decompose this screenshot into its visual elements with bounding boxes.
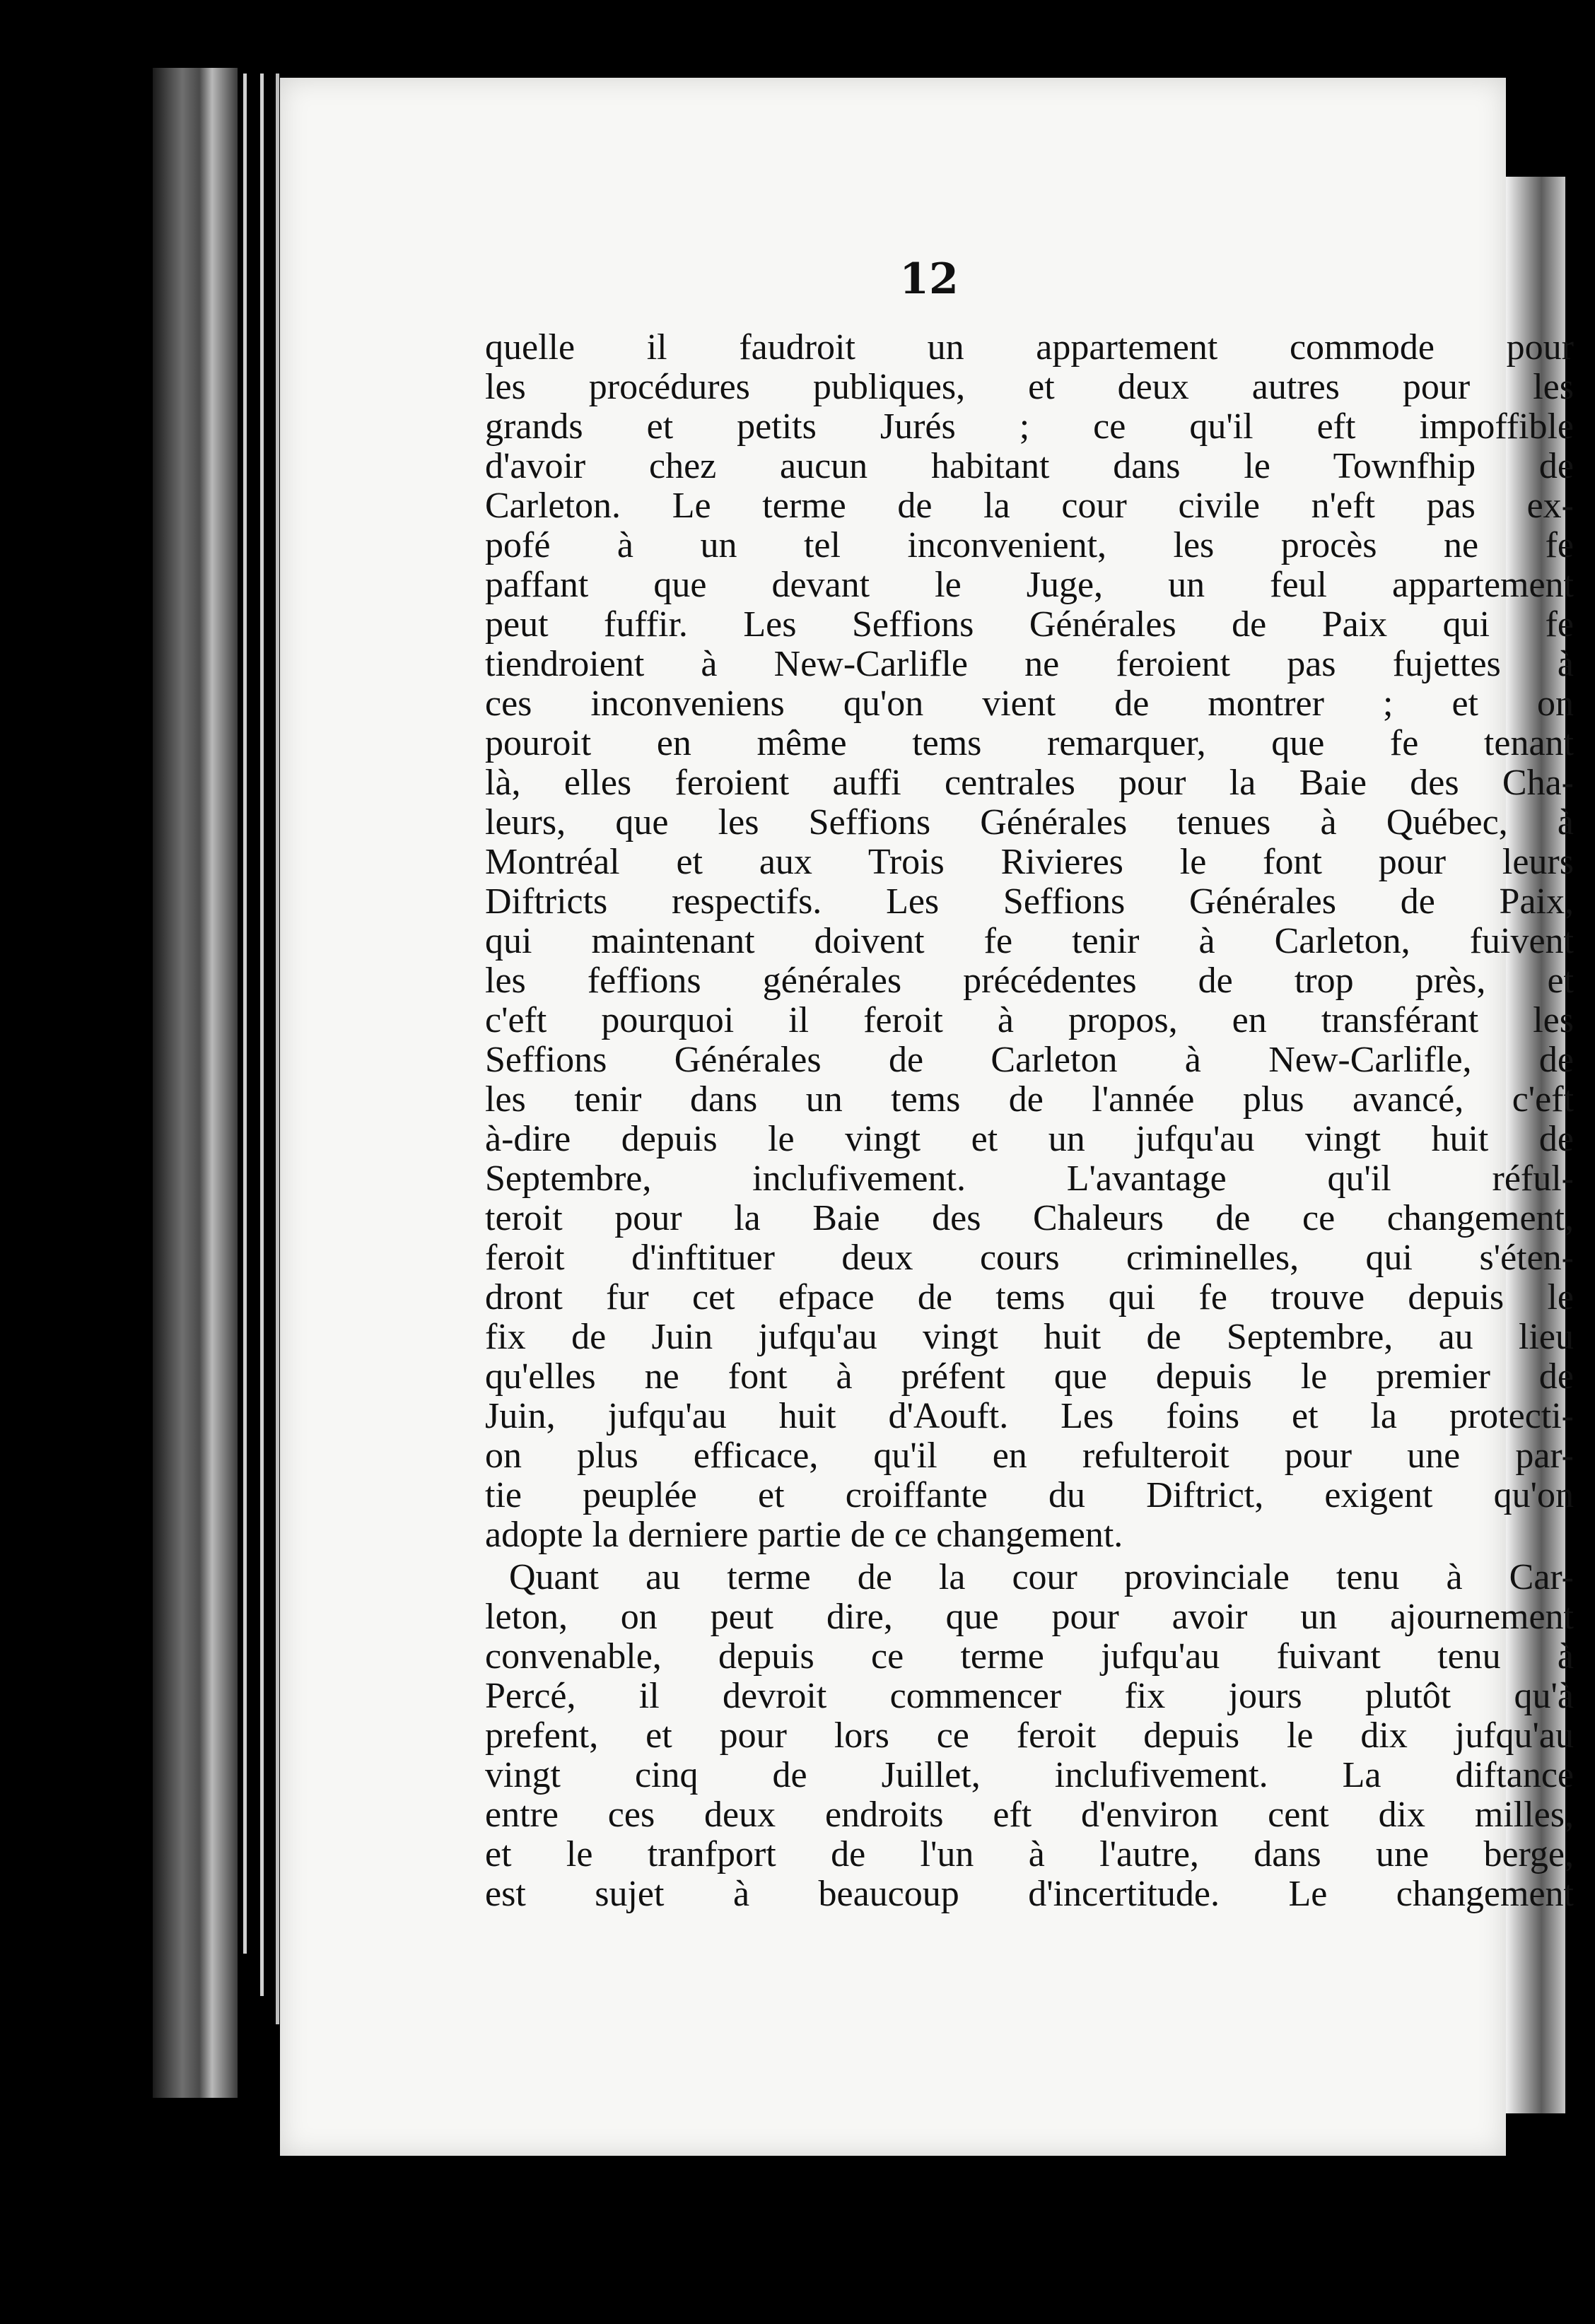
text-line: leurs, que les Seffions Générales tenues à Québec, à	[485, 802, 1574, 843]
paragraph-1	[485, 328, 1574, 1555]
text-line: on plus efficace, qu'il en refulteroit pour une par-	[485, 1436, 1574, 1476]
book-page	[280, 78, 1574, 2156]
text-line: là, elles feroient auffi centrales pour la Baie des Cha-	[485, 763, 1574, 803]
text-line: les tenir dans un tems de l'année plus avancé, c'eft	[485, 1079, 1574, 1120]
text-line: leton, on peut dire, que pour avoir un ajournement	[485, 1597, 1574, 1637]
text-line: les feffions générales précédentes de trop près, et	[485, 961, 1574, 1001]
text-line: peut fuffir. Les Seffions Générales de Paix qui fe	[485, 604, 1574, 645]
text-line: adopte la derniere partie de ce changement.	[485, 1515, 1123, 1555]
text-line: entre ces deux endroits eft d'environ cent dix milles,	[485, 1795, 1574, 1835]
text-line: grands et petits Jurés ; ce qu'il eft impoffible	[485, 406, 1574, 447]
text-line: à-dire depuis le vingt et un jufqu'au vingt huit de	[485, 1119, 1574, 1159]
text-line: d'avoir chez aucun habitant dans le Townfhip de	[485, 446, 1574, 486]
text-line: Carleton. Le terme de la cour civile n'eft pas ex-	[485, 486, 1574, 526]
text-line: Juin, jufqu'au huit d'Aouft. Les foins et la protecti-	[485, 1396, 1574, 1436]
text-line: Diftricts respectifs. Les Seffions Générales de Paix,	[485, 881, 1574, 922]
text-line: pofé à un tel inconvenient, les procès ne fe	[485, 525, 1574, 565]
text-line: c'eft pourquoi il feroit à propos, en transférant les	[485, 1000, 1574, 1040]
text-line: les procédures publiques, et deux autres pour les	[485, 367, 1574, 407]
text-line: teroit pour la Baie des Chaleurs de ce changement,	[485, 1198, 1574, 1238]
page-text	[485, 328, 1574, 1914]
text-line: fix de Juin jufqu'au vingt huit de Septembre, au lieu	[485, 1317, 1574, 1357]
text-line: qui maintenant doivent fe tenir à Carleton, fuivent	[485, 921, 1574, 961]
text-line: feroit d'inftituer deux cours criminelles, qui s'éten-	[485, 1238, 1574, 1278]
text-line: paffant que devant le Juge, un feul appartement	[485, 565, 1574, 605]
page-edge-line	[243, 74, 247, 1954]
page-edge-line	[276, 74, 279, 2024]
text-line: Montréal et aux Trois Rivieres le font pour leurs	[485, 842, 1574, 882]
text-line: Percé, il devroit commencer fix jours plutôt qu'à	[485, 1676, 1574, 1716]
text-line: pouroit en même tems remarquer, que fe tenant	[485, 723, 1574, 763]
text-line: Quant au terme de la cour provinciale tenu à Car-	[509, 1557, 1574, 1597]
text-line: quelle il faudroit un appartement commode pour	[485, 327, 1574, 368]
text-line: dront fur cet efpace de tems qui fe trouve depuis le	[485, 1277, 1574, 1317]
text-line: tie peuplée et croiffante du Diftrict, exigent qu'on	[485, 1475, 1574, 1515]
text-line: ces inconveniens qu'on vient de montrer ; et on	[485, 683, 1574, 724]
book-spine	[153, 68, 238, 2098]
text-line: tiendroient à New-Carlifle ne feroient pas fujettes à	[485, 644, 1574, 684]
text-line: convenable, depuis ce terme jufqu'au fuivant tenu à	[485, 1636, 1574, 1677]
text-line: qu'elles ne font à préfent que depuis le premier de	[485, 1356, 1574, 1397]
text-line: et le tranfport de l'un à l'autre, dans une berge,	[485, 1834, 1574, 1874]
text-line: Seffions Générales de Carleton à New-Carlifle, de	[485, 1040, 1574, 1080]
text-line: prefent, et pour lors ce feroit depuis le dix jufqu'au	[485, 1715, 1574, 1756]
paragraph-2	[485, 1558, 1574, 1914]
page-edge-line	[260, 74, 264, 1996]
text-line: est sujet à beaucoup d'incertitude. Le changement	[485, 1874, 1574, 1914]
text-line: vingt cinq de Juillet, inclufivement. La diftance	[485, 1755, 1574, 1795]
text-line: Septembre, inclufivement. L'avantage qu'il réful-	[485, 1158, 1574, 1199]
page-number: 12	[899, 254, 959, 304]
